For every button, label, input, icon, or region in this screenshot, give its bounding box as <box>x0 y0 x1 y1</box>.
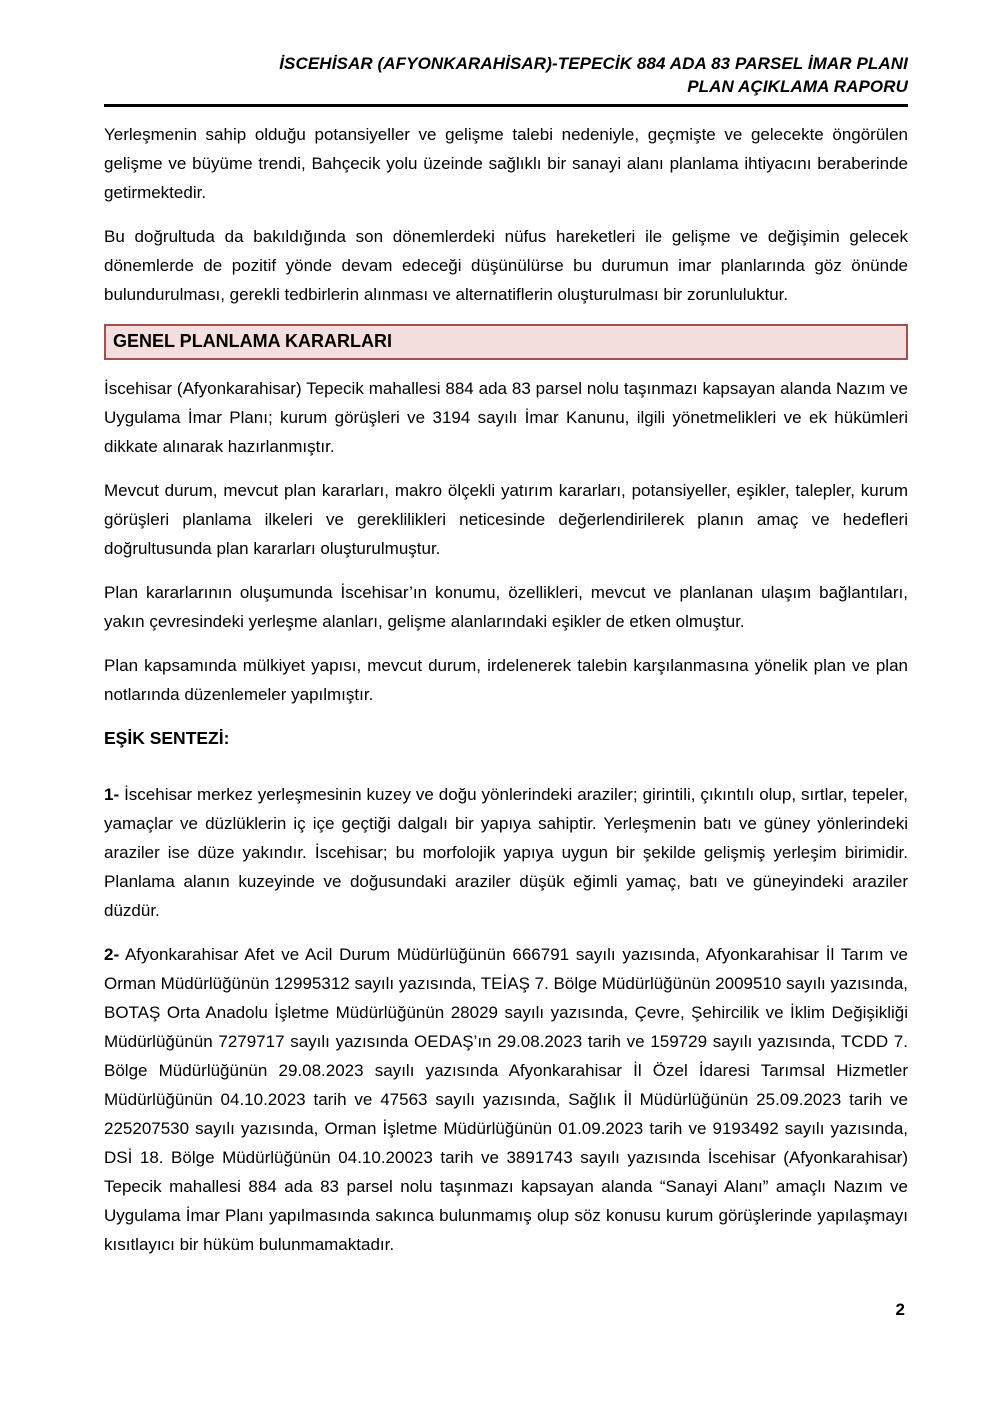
item-2-marker: 2- <box>104 945 120 964</box>
paragraph-population-trend: Bu doğrultuda da bakıldığında son dönemlerdeki nüfus hareketleri ile gelişme ve değişimin gelecek dönemlerde de pozitif yönde devam edeceği düşünülürse bu durumun imar planlarında göz önünde bulundurulması, gerekli tedbirlerin alınması ve alternatiflerin oluşturulması bir zorunluluktur. <box>104 227 908 304</box>
section-header-genel-planlama-kararlari <box>104 324 908 360</box>
paragraph-potential-growth: Yerleşmenin sahip olduğu potansiyeller ve gelişme talebi nedeniyle, geçmişte ve gelecekte öngörülen gelişme ve büyüme trendi, Bahçecik yolu üzeinde sağlıklı bir sanayi alanı planlama ihtiyacını beraberinde getirmektedir. <box>104 125 908 202</box>
page-header <box>104 52 908 98</box>
section-header-label: GENEL PLANLAMA KARARLARI <box>113 331 392 351</box>
numbered-item-2 <box>104 940 908 1259</box>
paragraph-plan-basis: İscehisar (Afyonkarahisar) Tepecik mahallesi 884 ada 83 parsel nolu taşınmazı kapsayan alanda Nazım ve Uygulama İmar Planı; kurum görüşleri ve 3194 sayılı İmar Kanunu, ilgili yönetmelikleri ve ek hükümleri dikkate alınarak hazırlanmıştır. <box>104 379 908 456</box>
item-1-marker: 1- <box>104 785 120 804</box>
item-2-text: Afyonkarahisar Afet ve Acil Durum Müdürlüğünün 666791 sayılı yazısında, Afyonkarahisar İl Tarım ve Orman Müdürlüğünün 12995312 sayılı yazısında, TEİAŞ 7. Bölge Müdürlüğünün 2009510 sayılı yazısında, BOTAŞ Orta Anadolu İşletme Müdürlüğünün 28029 sayılı yazısında, Çevre, Şehircilik ve İklim Değişikliği Müdürlüğünün 7279717 sayılı yazısında OEDAŞ’ın 29.08.2023 tarih ve 159729 sayılı yazısında, TCDD 7. Bölge Müdürlüğünün 29.08.2023 sayılı yazısında Afyonkarahisar İl Özel İdaresi Tarımsal Hizmetler Müdürlüğünün 04.10.2023 tarih ve 47563 sayılı yazısında, Sağlık İl Müdürlüğünün 25.09.2023 tarih ve 225207530 sayılı yazısında, Orman İşletme Müdürlüğünün 01.09.2023 tarih ve 9193492 sayılı yazısında, DSİ 18. Bölge Müdürlüğünün 04.10.20023 tarih ve 3891743 sayılı yazısında İscehisar (Afyonkarahisar) Tepecik mahallesi 884 ada 83 parsel nolu taşınmazı kapsayan alanda “Sanayi Alanı” amaçlı Nazım ve Uygulama İmar Planı yapılmasında sakınca bulunmamış olup söz konusu kurum görüşlerinde yapılaşmayı kısıtlayıcı bir hüküm bulunmamaktadır. <box>104 945 908 1254</box>
page-number: 2 <box>895 1300 905 1319</box>
subheading-esik-sentezi: EŞİK SENTEZİ: <box>104 728 230 748</box>
numbered-item-1 <box>104 780 908 925</box>
paragraph-plan-factors: Plan kararlarının oluşumunda İscehisar’ın konumu, özellikleri, mevcut ve planlanan ulaşım bağlantıları, yakın çevresindeki yerleşme alanları, gelişme alanlarındaki eşikler de etken olmuştur. <box>104 583 908 631</box>
header-title-line1: İSCEHİSAR (AFYONKARAHİSAR)-TEPECİK 884 ADA 83 PARSEL İMAR PLANI <box>279 54 908 73</box>
header-divider <box>104 104 908 107</box>
header-title-line2: PLAN AÇIKLAMA RAPORU <box>687 77 908 96</box>
item-1-text: İscehisar merkez yerleşmesinin kuzey ve doğu yönlerindeki araziler; girintili, çıkıntılı olup, sırtlar, tepeler, yamaçlar ve düzlüklerin iç içe geçtiği dalgalı bir yapıya sahiptir. Yerleşmenin batı ve güney yönlerindeki araziler ise düze yakındır. İscehisar; bu morfolojik yapıya uygun bir şekilde gelişmiş yerleşim birimidir. Planlama alanın kuzeyinde ve doğusundaki araziler düşük eğimli yamaç, batı ve güneyindeki araziler düzdür. <box>104 785 908 920</box>
paragraph-plan-evaluation: Mevcut durum, mevcut plan kararları, makro ölçekli yatırım kararları, potansiyeller, eşikler, talepler, kurum görüşleri planlama ilkeleri ve gereklilikleri neticesinde değerlendirilerek planın amaç ve hedefleri doğrultusunda plan kararları oluşturulmuştur. <box>104 481 908 558</box>
paragraph-plan-scope: Plan kapsamında mülkiyet yapısı, mevcut durum, irdelenerek talebin karşılanmasına yönelik plan ve plan notlarında düzenlemeler yapılmıştır. <box>104 656 908 704</box>
